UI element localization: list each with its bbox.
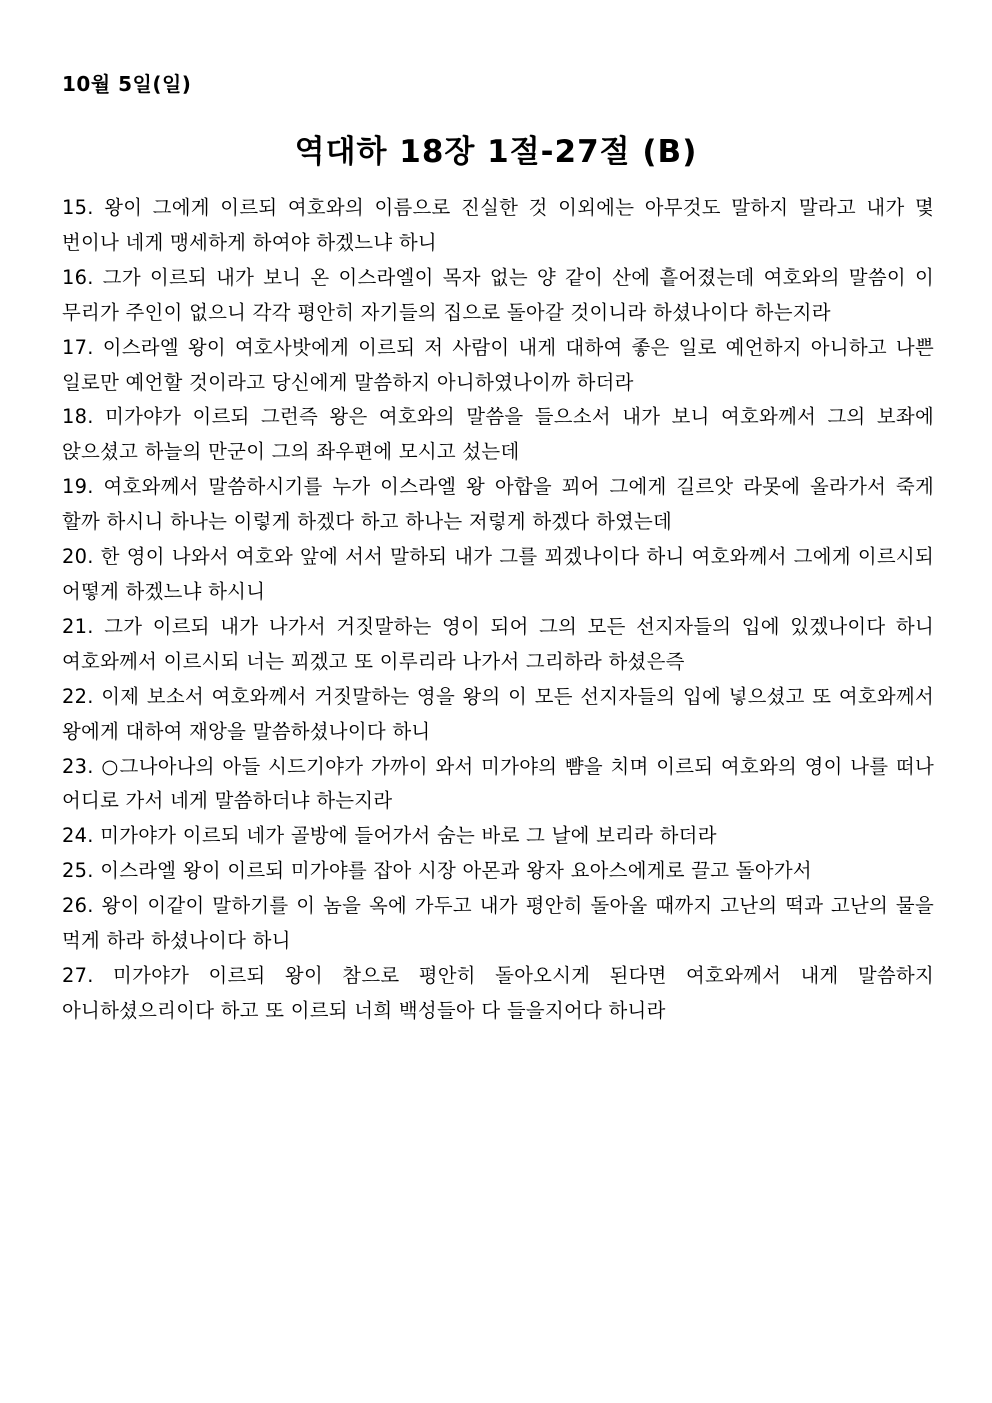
verse-24: 24. 미가야가 이르되 네가 골방에 들어가서 숨는 바로 그 날에 보리라 하더라 (62, 824, 717, 848)
verse-17: 17. 이스라엘 왕이 여호사밧에게 이르되 저 사람이 내게 대하여 좋은 일로 예언하지 아니하고 나쁜 일로만 예언할 것이라고 당신에게 말씀하지 아니하였나이까 하더라 (62, 335, 934, 394)
verse-list (62, 191, 934, 1029)
verse-25: 25. 이스라엘 왕이 이르되 미가야를 잡아 시장 아몬과 왕자 요아스에게로 끌고 돌아가서 (62, 859, 812, 883)
verse-26: 26. 왕이 이같이 말하기를 이 놈을 옥에 가두고 내가 평안히 돌아올 때까지 고난의 떡과 고난의 물을 먹게 하라 하셨나이다 하니 (62, 894, 934, 953)
verse-18: 18. 미가야가 이르되 그런즉 왕은 여호와의 말씀을 들으소서 내가 보니 여호와께서 그의 보좌에 앉으셨고 하늘의 만군이 그의 좌우편에 모시고 섰는데 (62, 405, 934, 464)
verse-20: 20. 한 영이 나와서 여호와 앞에 서서 말하되 내가 그를 꾀겠나이다 하니 여호와께서 그에게 이르시되 어떻게 하겠느냐 하시니 (62, 545, 934, 603)
verse-23: 23. ○그나아나의 아들 시드기야가 가까이 와서 미가야의 뺨을 치며 이르되 여호와의 영이 나를 떠나 어디로 가서 네게 말씀하더냐 하는지라 (62, 754, 934, 813)
verse-22: 22. 이제 보소서 여호와께서 거짓말하는 영을 왕의 이 모든 선지자들의 입에 넣으셨고 또 여호와께서 왕에게 대하여 재앙을 말씀하셨나이다 하니 (62, 684, 934, 743)
verse-21: 21. 그가 이르되 내가 나가서 거짓말하는 영이 되어 그의 모든 선지자들의 입에 있겠나이다 하니 여호와께서 이르시되 너는 꾀겠고 또 이루리라 나가서 그리하라 하셨은즉 (62, 614, 934, 673)
page-title: 역대하 18장 1절-27절 (B) (294, 134, 698, 170)
date-heading: 10월 5일(일) (62, 72, 192, 96)
verse-15: 15. 왕이 그에게 이르되 여호와의 이름으로 진실한 것 이외에는 아무것도 말하지 말라고 내가 몇 번이나 네게 맹세하게 하여야 하겠느냐 하니 (62, 196, 934, 254)
verse-27: 27. 미가야가 이르되 왕이 참으로 평안히 돌아오시게 된다면 여호와께서 내게 말씀하지 아니하셨으리이다 하고 또 이르되 너희 백성들아 다 들을지어다 하니라 (62, 963, 934, 1022)
verse-16: 16. 그가 이르되 내가 보니 온 이스라엘이 목자 없는 양 같이 산에 흩어졌는데 여호와의 말씀이 이 무리가 주인이 없으니 각각 평안히 자기들의 집으로 돌아갈 것이니라 하셨나이다 하는지라 (62, 265, 934, 324)
verse-19: 19. 여호와께서 말씀하시기를 누가 이스라엘 왕 아합을 꾀어 그에게 길르앗 라못에 올라가서 죽게 할까 하시니 하나는 이렇게 하겠다 하고 하나는 저렇게 하겠다 하였는데 (62, 475, 934, 534)
